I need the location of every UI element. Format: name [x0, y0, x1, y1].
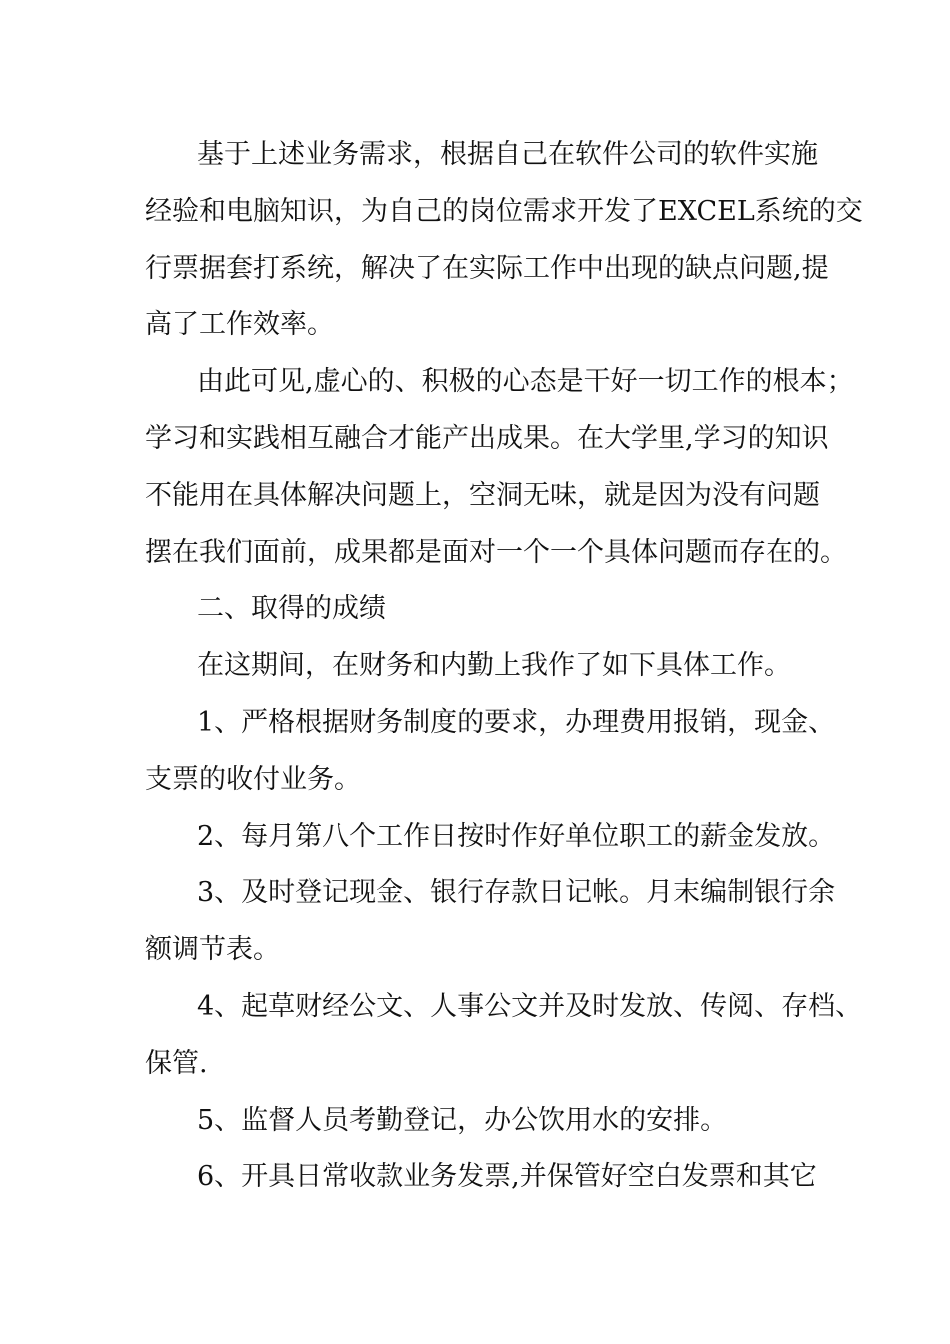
list-item-line: 2、每月第八个工作日按时作好单位职工的薪金发放。: [197, 820, 836, 852]
text-line: 高了工作效率。: [145, 309, 334, 341]
list-item-line: 6、开具日常收款业务发票,并保管好空白发票和其它: [197, 1161, 817, 1193]
list-item-line: 3、及时登记现金、银行存款日记帐。月末编制银行余: [197, 877, 836, 909]
list-item-line: 4、起草财经公文、人事公文并及时发放、传阅、存档、: [197, 990, 863, 1022]
text-line: 在这期间，在财务和内勤上我作了如下具体工作。: [197, 650, 791, 682]
list-item-line: 额调节表。: [145, 934, 280, 966]
text-line: 摆在我们面前，成果都是面对一个一个具体问题而存在的。: [145, 536, 847, 568]
text-line: 行票据套打系统，解决了在实际工作中出现的缺点问题,提: [145, 252, 829, 284]
list-item-line: 保管.: [145, 1047, 208, 1079]
text-line: 基于上述业务需求，根据自己在软件公司的软件实施: [197, 139, 818, 170]
document-body: [145, 127, 863, 1206]
list-item-line: 支票的收付业务。: [145, 763, 361, 795]
list-item-line: 5、监督人员考勤登记，办公饮用水的安排。: [197, 1104, 728, 1136]
section-heading: 二、取得的成绩: [197, 593, 386, 625]
text-line: 经验和电脑知识，为自己的岗位需求开发了EXCEL系统的交: [145, 195, 863, 227]
text-line: 由此可见,虚心的、积极的心态是干好一切工作的根本；: [197, 366, 854, 398]
list-item-line: 1、严格根据财务制度的要求，办理费用报销，现金、: [197, 706, 836, 738]
text-line: 不能用在具体解决问题上，空洞无味，就是因为没有问题: [145, 479, 820, 511]
text-line: 学习和实践相互融合才能产出成果。在大学里,学习的知识: [145, 422, 829, 454]
